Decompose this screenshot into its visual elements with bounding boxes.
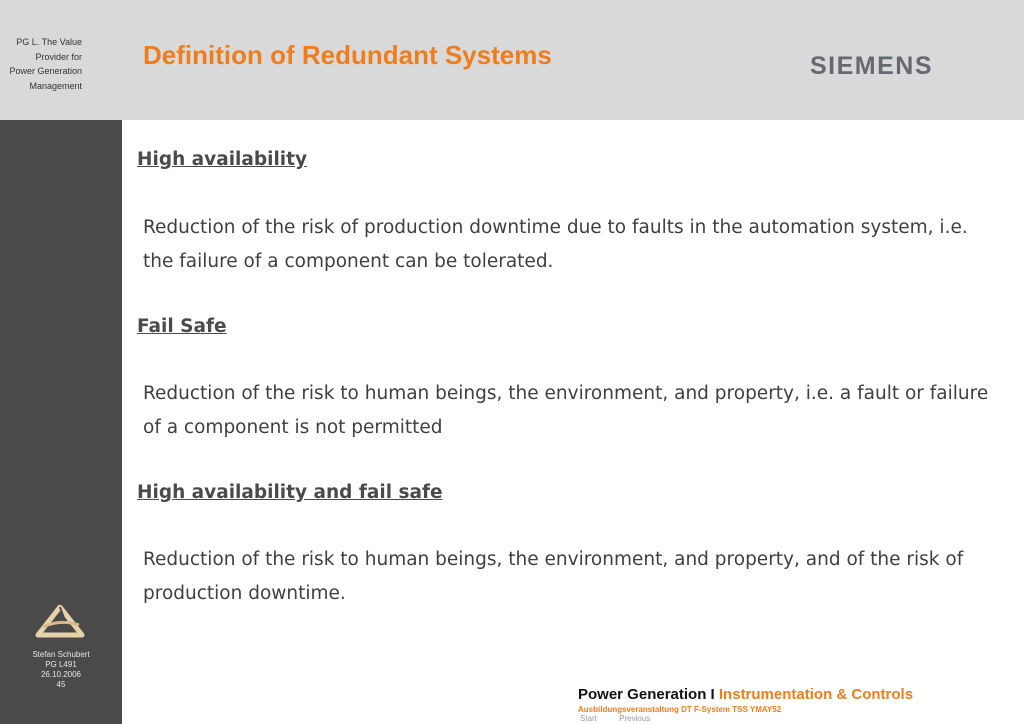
slide-header (0, 0, 1024, 120)
nav-previous-link[interactable]: Previous (619, 714, 651, 723)
section-text-fail-safe: Reduction of the risk to human beings, the environment, and property, i.e. a fault or failure of a component is not permitted (143, 383, 989, 438)
footer-subtitle: Ausbildungsveranstaltung DT F-System TSS YMAY52 (578, 705, 782, 714)
section-text-high-availability: Reduction of the risk of production downtime due to faults in the automation system, i.e. the failure of a component can be tolerated. (143, 217, 968, 272)
section-heading-high-availability: High availability (137, 149, 308, 170)
footer-title (578, 686, 913, 703)
tagline-line: Power Generation (9, 66, 82, 76)
company-logo-icon (35, 605, 85, 641)
footer-separator: I (710, 686, 715, 703)
author-dept: PG L491 (45, 660, 77, 669)
page-number: 45 (56, 680, 66, 689)
section-heading-fail-safe: Fail Safe (137, 316, 227, 337)
header-tagline (0, 35, 82, 93)
author-info (0, 650, 122, 690)
siemens-logo: SIEMENS (810, 52, 934, 80)
author-date: 26.10.2006 (40, 670, 82, 679)
tagline-line: Management (29, 80, 82, 91)
section-heading-combined: High availability and fail safe (137, 482, 443, 503)
tagline-line: PG L. The Value (16, 37, 82, 47)
section-text-combined: Reduction of the risk to human beings, the environment, and property, and of the risk of production downtime. (143, 549, 964, 604)
tagline-line: Provider for (35, 51, 82, 62)
nav-start-link[interactable]: Start (580, 714, 597, 723)
author-name: Stefan Schubert (32, 650, 90, 659)
footer-nav (580, 714, 670, 723)
footer-division: Power Generation (578, 686, 707, 703)
footer-unit: Instrumentation & Controls (718, 686, 914, 703)
page-title: Definition of Redundant Systems (143, 40, 552, 70)
